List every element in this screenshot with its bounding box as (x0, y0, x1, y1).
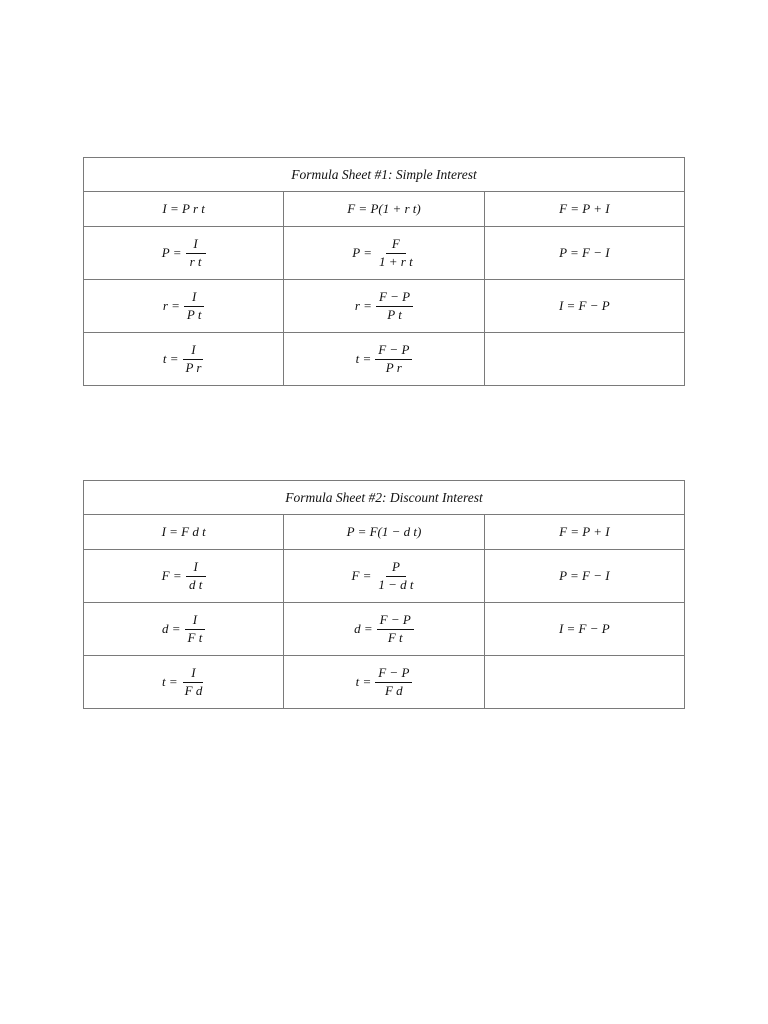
fraction (375, 343, 412, 375)
fraction (376, 290, 413, 322)
denominator: 1 + r t (379, 253, 413, 269)
denominator: d t (188, 576, 203, 592)
denominator: P t (186, 306, 202, 322)
formula-cell: F = P + I (484, 192, 684, 227)
formula-cell: F = P + I (484, 515, 684, 550)
denominator: 1 − d t (378, 576, 414, 592)
fraction-formula (355, 290, 413, 322)
formula-cell: P = F − I (484, 227, 684, 280)
formula-cell: I = F d t (84, 515, 284, 550)
fraction (186, 560, 206, 592)
formula-lhs: t = (355, 351, 372, 366)
fraction-formula (163, 343, 205, 375)
formula-lhs: r = (162, 298, 180, 313)
fraction-formula (351, 560, 416, 592)
formula-cell (284, 656, 484, 709)
formula-cell (84, 656, 284, 709)
denominator: r t (189, 253, 202, 269)
formula-sheet-simple-interest (83, 157, 685, 386)
numerator: I (186, 560, 206, 576)
denominator: F t (387, 629, 403, 645)
formula-lhs: F = (161, 568, 182, 583)
fraction (182, 343, 204, 375)
fraction (184, 290, 205, 322)
numerator: I (186, 237, 206, 253)
fraction (375, 560, 416, 592)
numerator: F (386, 237, 406, 253)
formula-cell (84, 280, 284, 333)
formula-cell (284, 550, 484, 603)
numerator: F − P (375, 666, 412, 682)
denominator: P r (185, 359, 202, 375)
formula-lhs: t = (162, 351, 179, 366)
empty-cell (484, 333, 684, 386)
formula-cell: I = F − P (484, 280, 684, 333)
fraction (376, 237, 416, 269)
formula-cell: P = F − I (484, 550, 684, 603)
denominator: F d (384, 682, 403, 698)
formula-cell: I = F − P (484, 603, 684, 656)
fraction-formula (162, 666, 205, 698)
formula-cell (84, 550, 284, 603)
denominator: P r (385, 359, 402, 375)
denominator: F d (184, 682, 203, 698)
formula-cell (284, 280, 484, 333)
sheet-title: Formula Sheet #1: Simple Interest (84, 158, 685, 192)
formula-lhs: d = (354, 621, 373, 636)
formula-lhs: t = (161, 674, 178, 689)
sheet-title: Formula Sheet #2: Discount Interest (84, 481, 685, 515)
fraction (186, 237, 206, 269)
formula-lhs: d = (161, 621, 181, 636)
formula-cell (284, 227, 484, 280)
formula-lhs: P = (352, 245, 372, 260)
fraction-formula (352, 237, 415, 269)
formula-lhs: t = (355, 674, 372, 689)
fraction-formula (356, 343, 413, 375)
denominator: P t (387, 306, 402, 322)
formula-cell: F = P(1 + r t) (284, 192, 484, 227)
empty-cell (484, 656, 684, 709)
numerator: F − P (375, 343, 412, 359)
numerator: F − P (377, 613, 414, 629)
fraction-formula (356, 666, 413, 698)
formula-cell (84, 333, 284, 386)
denominator: F t (187, 629, 203, 645)
fraction-formula (162, 237, 206, 269)
formula-cell: P = F(1 − d t) (284, 515, 484, 550)
fraction-formula (354, 613, 414, 645)
formula-lhs: P = (161, 245, 182, 260)
numerator: I (185, 613, 205, 629)
formula-cell (284, 603, 484, 656)
fraction-formula (163, 290, 205, 322)
numerator: P (386, 560, 406, 576)
formula-lhs: F = (351, 568, 372, 583)
numerator: F − P (376, 290, 413, 306)
numerator: I (184, 290, 204, 306)
formula-cell: I = P r t (84, 192, 284, 227)
formula-cell (84, 603, 284, 656)
fraction (185, 613, 206, 645)
formula-cell (84, 227, 284, 280)
fraction (375, 666, 412, 698)
fraction-formula (162, 613, 205, 645)
formula-cell (284, 333, 484, 386)
fraction (182, 666, 206, 698)
numerator: I (183, 666, 203, 682)
formula-lhs: r = (354, 298, 372, 313)
fraction-formula (162, 560, 206, 592)
formula-sheet-discount-interest (83, 480, 685, 709)
numerator: I (183, 343, 203, 359)
fraction (377, 613, 414, 645)
